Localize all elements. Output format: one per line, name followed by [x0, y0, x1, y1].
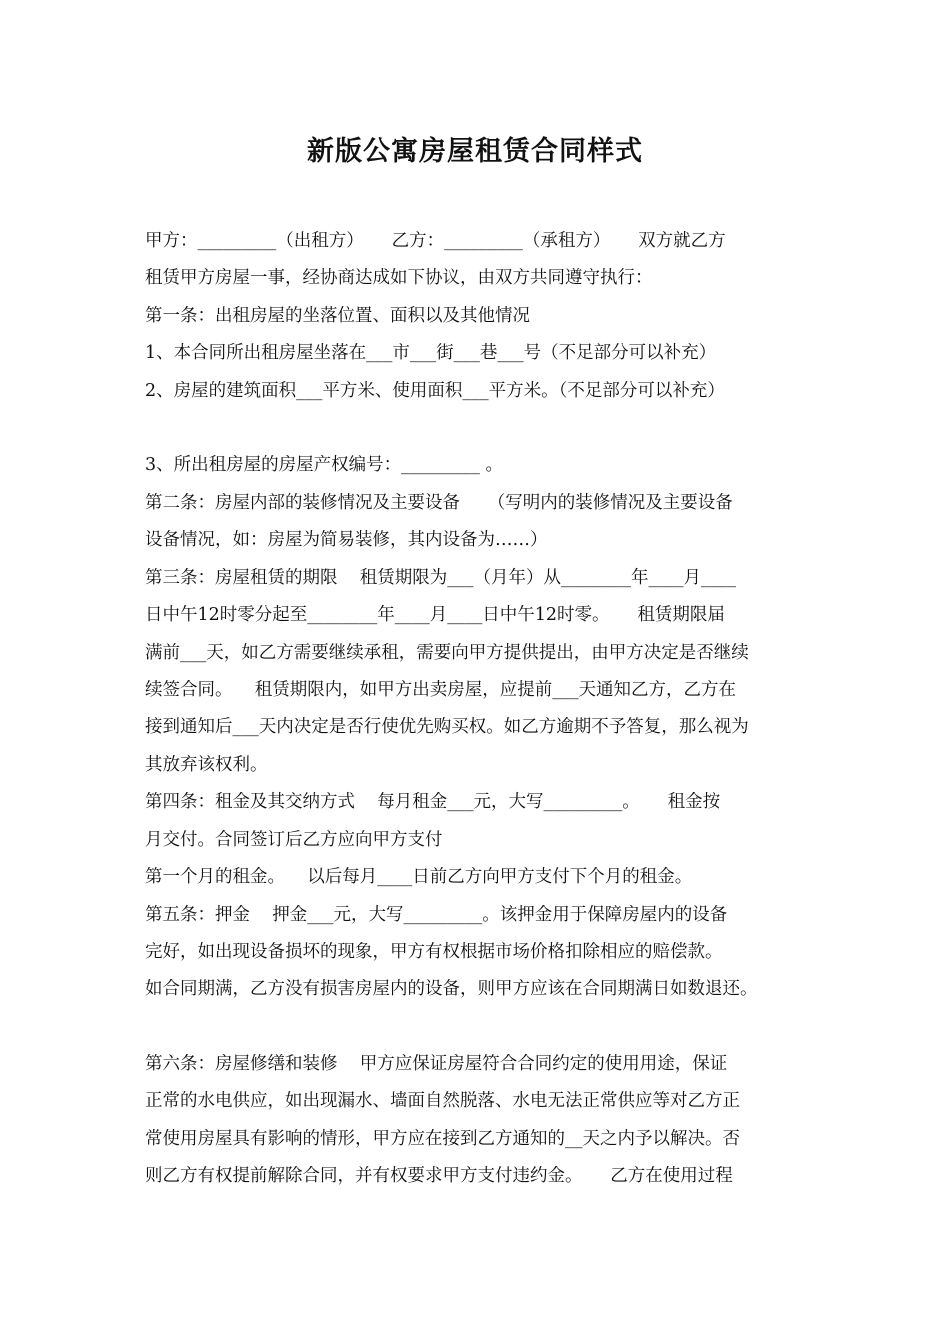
- paragraph-line: 第五条：押金 押金___元，大写_________。该押金用于保障房屋内的设备: [145, 905, 728, 925]
- paragraph-line: 续签合同。 租赁期限内，如甲方出卖房屋，应提前___天通知乙方，乙方在: [145, 680, 736, 700]
- paragraph-line: 正常的水电供应，如出现漏水、墙面自然脱落、水电无法正常供应等对乙方正: [145, 1091, 740, 1111]
- paragraph-line: 日中午12时零分起至________年____月____日中午12时零。 租赁期限届: [145, 605, 725, 625]
- paragraph-line: 设备情况，如：房屋为简易装修，其内设备为……）: [145, 530, 548, 550]
- paragraph-line: 满前___天，如乙方需要继续承租，需要向甲方提供提出，由甲方决定是否继续: [145, 643, 749, 663]
- paragraph-line: 第四条：租金及其交纳方式 每月租金___元，大写_________。 租金按: [145, 792, 721, 812]
- paragraph-line: 第一个月的租金。 以后每月____日前乙方向甲方支付下个月的租金。: [145, 867, 693, 887]
- paragraph-line: 第一条：出租房屋的坐落位置、面积以及其他情况: [145, 306, 530, 326]
- paragraph-line: 1、本合同所出租房屋坐落在___市___街___巷___号（不足部分可以补充）: [145, 343, 717, 363]
- paragraph-line: 月交付。合同签订后乙方应向甲方支付: [145, 830, 443, 850]
- paragraph-line: 完好，如出现设备损坏的现象，甲方有权根据市场价格扣除相应的赔偿款。: [145, 942, 723, 962]
- paragraph-line: 租赁甲方房屋一事，经协商达成如下协议，由双方共同遵守执行：: [145, 268, 653, 288]
- document-title: 新版公寓房屋租赁合同样式: [307, 136, 643, 167]
- paragraph-line: 3、所出租房屋的房屋产权编号：_________ 。: [145, 455, 503, 475]
- paragraph-line: 接到通知后___天内决定是否行使优先购买权。如乙方逾期不予答复，那么视为: [145, 717, 749, 737]
- paragraph-line: 2、房屋的建筑面积___平方米、使用面积___平方米。（不足部分可以补充）: [145, 381, 725, 401]
- paragraph-line: 如合同期满，乙方没有损害房屋内的设备，则甲方应该在合同期满日如数退还。: [145, 979, 758, 999]
- paragraph-line: 常使用房屋具有影响的情形，甲方应在接到乙方通知的__天之内予以解决。否: [145, 1129, 740, 1149]
- paragraph-line: 第六条：房屋修缮和装修 甲方应保证房屋符合合同约定的使用用途，保证: [145, 1054, 728, 1074]
- paragraph-line: 第三条：房屋租赁的期限 租赁期限为___（月年）从________年____月____: [145, 568, 736, 588]
- paragraph-line: 其放弃该权利。: [145, 755, 268, 775]
- paragraph-line: 第二条：房屋内部的装修情况及主要设备 （写明内的装修情况及主要设备: [145, 493, 733, 513]
- paragraph-line: 则乙方有权提前解除合同，并有权要求甲方支付违约金。 乙方在使用过程: [145, 1166, 733, 1186]
- paragraph-line: 甲方：_________（出租方） 乙方：_________（承租方） 双方就乙方: [145, 231, 726, 251]
